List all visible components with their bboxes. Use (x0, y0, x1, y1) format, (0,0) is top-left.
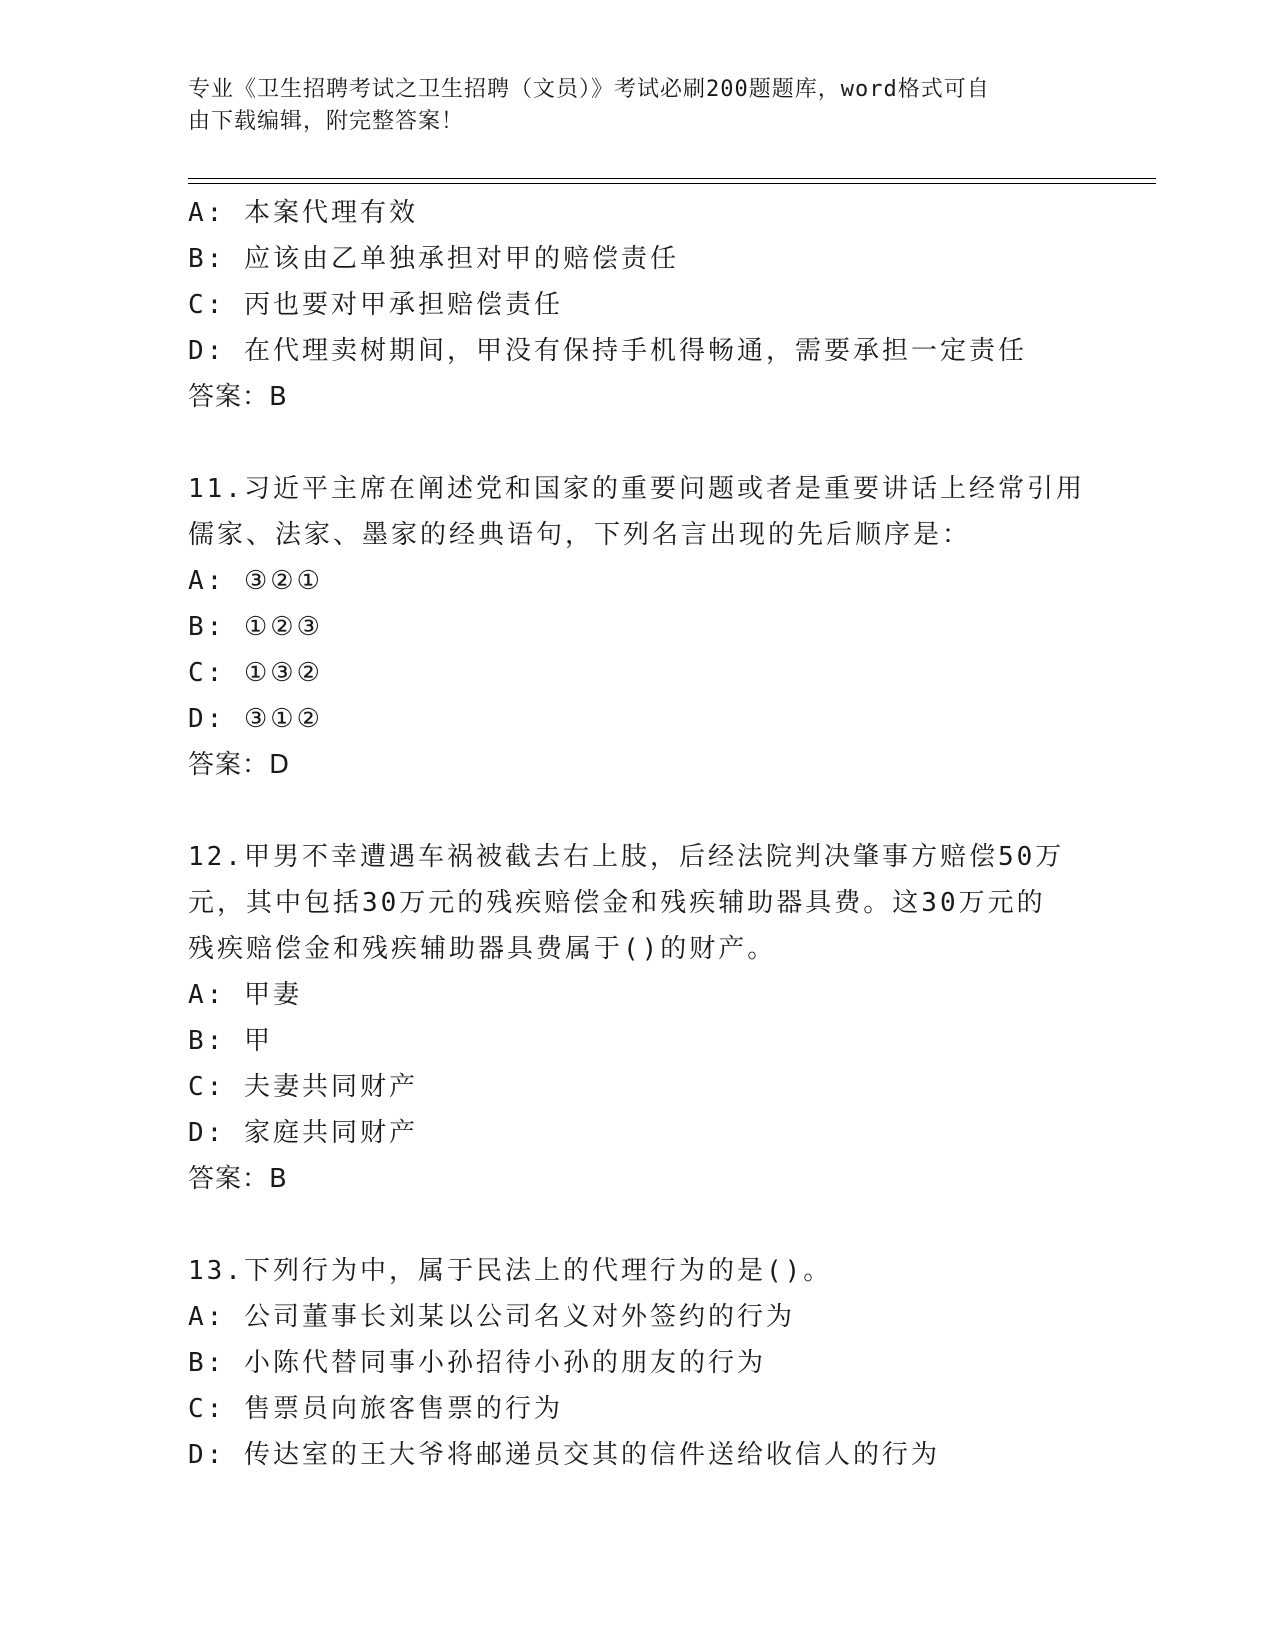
header-divider-bottom (188, 183, 1156, 184)
option-d: D: 传达室的王大爷将邮递员交其的信件送给收信人的行为 (188, 1440, 940, 1470)
option-b: B: 小陈代替同事小孙招待小孙的朋友的行为 (188, 1348, 766, 1378)
option-b: B: ①②③ (188, 612, 323, 642)
option-b: B: 应该由乙单独承担对甲的赔偿责任 (188, 244, 679, 274)
header-line-1: 专业《卫生招聘考试之卫生招聘（文员）》考试必刷200题题库，word格式可自 (188, 77, 990, 102)
document-header (188, 74, 1068, 138)
header-divider-top (188, 178, 1156, 179)
option-a: A: 公司董事长刘某以公司名义对外签约的行为 (188, 1302, 795, 1332)
question-11 (188, 466, 1088, 788)
option-d: D: 家庭共同财产 (188, 1118, 418, 1148)
option-b: B: 甲 (188, 1026, 273, 1056)
question-13 (188, 1248, 1088, 1478)
question-12 (188, 834, 1088, 1202)
answer-line: 答案：B (188, 1164, 288, 1194)
header-line-2: 由下载编辑，附完整答案！ (188, 109, 465, 134)
question-text-line: 残疾赔偿金和残疾辅助器具费属于()的财产。 (188, 934, 777, 964)
option-c: C: ①③② (188, 658, 323, 688)
option-d: D: ③①② (188, 704, 323, 734)
option-a: A: 甲妻 (188, 980, 302, 1010)
spacer (188, 420, 1088, 466)
answer-line: 答案：B (188, 382, 288, 412)
question-10 (188, 190, 1088, 420)
question-text-line: 13.下列行为中，属于民法上的代理行为的是()。 (188, 1256, 833, 1286)
option-c: C: 丙也要对甲承担赔偿责任 (188, 290, 563, 320)
question-text-line: 元，其中包括30万元的残疾赔偿金和残疾辅助器具费。这30万元的 (188, 888, 1046, 918)
option-c: C: 夫妻共同财产 (188, 1072, 418, 1102)
answer-line: 答案：D (188, 750, 291, 780)
question-text-line: 12.甲男不幸遭遇车祸被截去右上肢，后经法院判决肇事方赔偿50万 (188, 842, 1065, 872)
spacer (188, 788, 1088, 834)
question-text-line: 儒家、法家、墨家的经典语句，下列名言出现的先后顺序是： (188, 520, 972, 550)
option-c: C: 售票员向旅客售票的行为 (188, 1394, 563, 1424)
question-list (188, 190, 1088, 1478)
question-text-line: 11.习近平主席在阐述党和国家的重要问题或者是重要讲话上经常引用 (188, 474, 1085, 504)
option-a: A: ③②① (188, 566, 323, 596)
option-d: D: 在代理卖树期间，甲没有保持手机得畅通，需要承担一定责任 (188, 336, 1027, 366)
spacer (188, 1202, 1088, 1248)
option-a: A: 本案代理有效 (188, 198, 418, 228)
